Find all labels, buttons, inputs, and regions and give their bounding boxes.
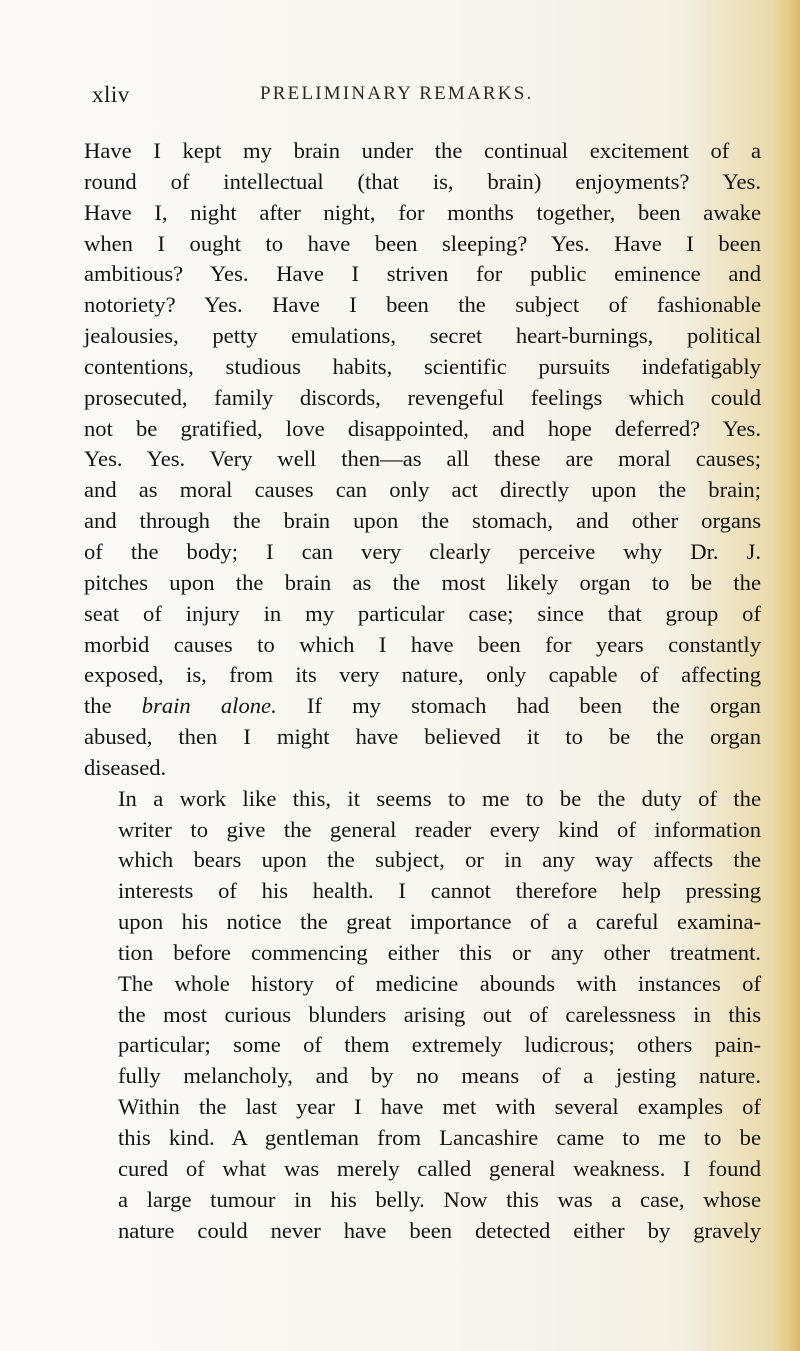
text-line: upon his notice the great importance of a careful examina- [118,909,761,935]
text-line: fully melancholy, and by no means of a jesting nature. [118,1063,761,1089]
text-line: writer to give the general reader every kind of information [118,816,761,842]
page-header [92,82,752,112]
text-line: exposed, is, from its very nature, only capable of affecting [84,662,761,688]
text-line: a large tumour in his belly. Now this was a case, whose [118,1186,761,1212]
text-line: abused, then I might have believed it to be the organ [84,724,761,750]
paragraph-2 [84,784,761,1247]
text-line: Have I, night after night, for months together, been awake [84,199,761,225]
text-line: pitches upon the brain as the most likely organ to be the [84,569,761,595]
text-line: which bears upon the subject, or in any way affects the [118,847,761,873]
text-line: of the body; I can very clearly perceive why Dr. J. [84,538,761,564]
text-line: diseased. [84,754,167,780]
text-line: ambitious? Yes. Have I striven for public eminence and [84,261,761,287]
text-line: contentions, studious habits, scientific pursuits indefatigably [84,353,761,379]
text-line: cured of what was merely called general weakness. I found [118,1155,761,1181]
text-line: The whole history of medicine abounds with instances of [118,970,761,996]
text-line: the most curious blunders arising out of carelessness in this [118,1001,761,1027]
text-line: when I ought to have been sleeping? Yes. Have I been [84,230,761,256]
text-line: morbid causes to which I have been for years constantly [84,631,761,657]
text-line: Have I kept my brain under the continual excitement of a [84,138,761,163]
text-line: tion before commencing either this or any other treatment. [118,939,761,965]
text-line: and as moral causes can only act directly upon the brain; [84,477,761,503]
text-line: notoriety? Yes. Have I been the subject of fashionable [84,292,761,318]
text-segment: the [84,693,142,719]
text-line: Within the last year I have met with several examples of [118,1094,761,1120]
text-segment: If my stomach had been the organ [276,693,761,719]
text-line: interests of his health. I cannot therefore help pressing [118,878,761,904]
text-line: In a work like this, it seems to me to be the duty of the [118,785,761,811]
text-line: nature could never have been detected either by gravely [118,1217,761,1243]
text-line: and through the brain upon the stomach, and other organs [84,508,761,534]
text-line: seat of injury in my particular case; since that group of [84,600,761,626]
italic-phrase: brain alone. [141,693,277,719]
page-number: xliv [92,82,130,107]
text-line: prosecuted, family discords, revengeful feelings which could [84,384,761,410]
text-line: this kind. A gentleman from Lancashire came to me to be [118,1125,761,1150]
paragraph-1 [84,136,761,784]
text-line: round of intellectual (that is, brain) enjoyments? Yes. [84,168,761,194]
text-line: particular; some of them extremely ludicrous; others pain- [118,1032,761,1058]
text-line-with-italic [84,691,761,722]
body-text [84,136,761,1246]
text-line: jealousies, petty emulations, secret heart-burnings, political [84,323,761,349]
running-head: PRELIMINARY REMARKS. [260,83,534,104]
text-line: Yes. Yes. Very well then—as all these are moral causes; [84,446,761,472]
text-line: not be gratified, love disappointed, and hope deferred? Yes. [84,415,761,441]
page-edge-shading [772,0,800,1351]
